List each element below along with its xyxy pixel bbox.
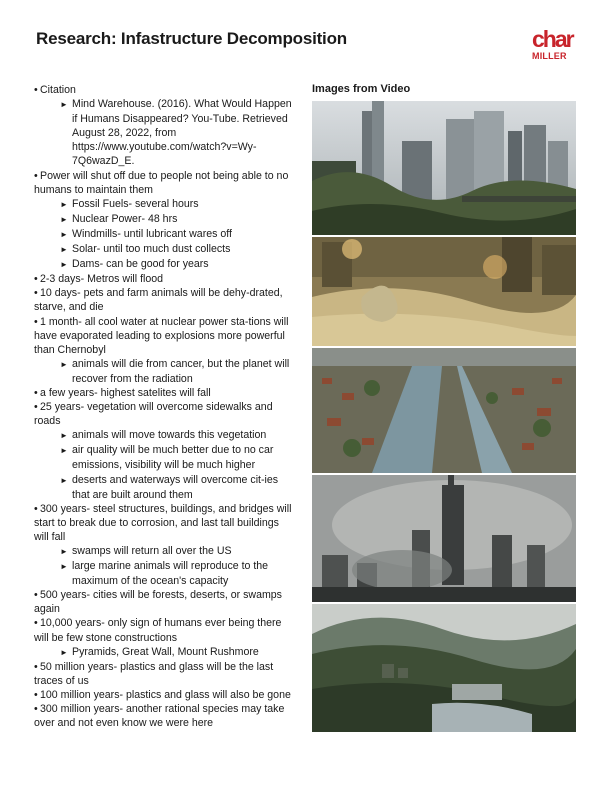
note-item — [34, 386, 296, 400]
sub-note-text: Solar- until too much dust collects — [72, 243, 231, 256]
bullet-icon: • — [34, 84, 38, 96]
video-still-sand-city — [312, 237, 576, 346]
note-text: 300 million years- another rational species may take over and not even know we were here — [34, 703, 285, 730]
sub-note-item — [34, 443, 296, 472]
bullet-icon: • — [34, 315, 38, 328]
sub-note-text: air quality will be much better due to no car emissions, visibility will be much higher — [72, 444, 274, 472]
sub-note-text: deserts and waterways will overcome cit-ies that are built around them — [72, 473, 279, 501]
arrow-icon: ► — [60, 260, 68, 270]
note-item — [34, 702, 296, 730]
arrow-icon: ► — [60, 100, 68, 110]
arrow-icon: ► — [60, 229, 68, 239]
bullet-icon: • — [34, 660, 38, 673]
note-text: 100 million years- plastics and glass will also be gone — [40, 688, 291, 701]
sub-note-list — [34, 357, 296, 386]
note-item — [34, 688, 296, 702]
sub-note-list — [34, 645, 296, 660]
arrow-icon: ► — [60, 199, 68, 209]
bullet-icon: • — [34, 703, 38, 716]
arrow-icon: ► — [60, 547, 68, 556]
sub-note-text: Mind Warehouse. (2016). What Would Happen if Humans Disappeared? You-Tube. Retrieved August 28, 2022, from https://www.youtube.com/watch?v=Wy-7Q6wazD_E. — [72, 98, 292, 168]
arrow-icon: ► — [60, 647, 68, 657]
sub-note-text: Dams- can be good for years — [72, 258, 209, 271]
arrow-icon: ► — [60, 359, 68, 369]
note-text: a few years- highest satelites will fall — [40, 386, 211, 399]
video-still-flooded-city — [312, 348, 576, 473]
sub-note-item — [34, 212, 296, 227]
sub-note-list — [34, 428, 296, 501]
char-miller-logo — [532, 28, 576, 76]
sub-note-list — [34, 97, 296, 168]
sub-note-item — [34, 227, 296, 242]
sub-note-item — [34, 357, 296, 386]
bullet-icon: • — [34, 273, 38, 286]
sub-note-text: animals will move towards this vegetation — [72, 429, 267, 442]
arrow-icon: ► — [60, 475, 68, 485]
sub-note-item — [34, 197, 296, 212]
sub-note-text: animals will die from cancer, but the planet will recover from the radiation — [72, 357, 290, 385]
page-title: Research: Infastructure Decomposition — [36, 29, 347, 48]
note-text: 10 days- pets and farm animals will be dehy-drated, starve, and die — [34, 287, 283, 314]
note-text: 500 years- cities will be forests, deserts, or swamps again — [34, 589, 282, 616]
note-item — [34, 169, 296, 273]
note-item — [34, 272, 296, 286]
note-text: 300 years- steel structures, buildings, and bridges will start to break due to corrosion, and last tall buildings will fall — [34, 502, 292, 543]
note-text: 1 month- all cool water at nuclear power sta-tions will have evaporated leading to explosions more powerful than Chernobyl — [34, 315, 289, 356]
note-text: Citation — [40, 84, 76, 96]
sub-note-item — [34, 645, 296, 660]
sub-note-list — [34, 197, 296, 272]
sub-note-item — [34, 428, 296, 443]
note-item — [34, 400, 296, 502]
note-text: 10,000 years- only sign of humans ever being there will be few stone constructions — [34, 617, 282, 644]
arrow-icon: ► — [60, 245, 68, 255]
note-item — [34, 83, 296, 169]
logo-text-top: char — [532, 26, 573, 52]
sub-note-text: Windmills- until lubricant wares off — [72, 227, 232, 240]
video-still-collapsing-buildings — [312, 475, 576, 602]
note-text: Power will shut off due to people not being able to no humans to maintain them — [34, 169, 289, 196]
bullet-icon: • — [34, 169, 38, 182]
note-item — [34, 588, 296, 616]
sub-note-item — [34, 559, 296, 588]
bullet-icon: • — [34, 287, 38, 300]
sub-note-text: Pyramids, Great Wall, Mount Rushmore — [72, 645, 259, 658]
note-item — [34, 660, 296, 688]
arrow-icon: ► — [60, 446, 68, 456]
arrow-icon: ► — [60, 562, 68, 572]
sub-note-item — [34, 544, 296, 559]
video-still-forest-dam — [312, 604, 576, 732]
note-item — [34, 616, 296, 659]
note-item — [34, 315, 296, 386]
sub-note-text: swamps will return all over the US — [72, 545, 232, 557]
video-still-overgrown-city — [312, 101, 576, 235]
sub-note-item — [34, 473, 296, 502]
sub-note-text: Fossil Fuels- several hours — [72, 197, 199, 210]
note-item — [34, 286, 296, 314]
bullet-icon: • — [34, 401, 38, 414]
sub-note-item — [34, 97, 296, 168]
sub-note-item — [34, 242, 296, 257]
sub-note-list — [34, 544, 296, 588]
sub-note-item — [34, 257, 296, 272]
arrow-icon: ► — [60, 214, 68, 224]
note-text: 2-3 days- Metros will flood — [40, 273, 164, 286]
bullet-icon: • — [34, 617, 38, 630]
bullet-icon: • — [34, 589, 38, 602]
sub-note-text: large marine animals will reproduce to the maximum of the ocean's capacity — [72, 560, 269, 588]
note-item — [34, 502, 296, 589]
logo-text-bottom: MILLER — [532, 51, 567, 61]
bullet-icon: • — [34, 502, 38, 515]
research-notes-list — [34, 83, 296, 730]
note-text: 50 million years- plastics and glass will be the last traces of us — [34, 660, 274, 687]
arrow-icon: ► — [60, 431, 68, 441]
images-heading: Images from Video — [312, 83, 411, 95]
sub-note-text: Nuclear Power- 48 hrs — [72, 212, 178, 225]
bullet-icon: • — [34, 386, 38, 399]
bullet-icon: • — [34, 688, 38, 701]
note-text: 25 years- vegetation will overcome sidewalks and roads — [34, 401, 273, 428]
